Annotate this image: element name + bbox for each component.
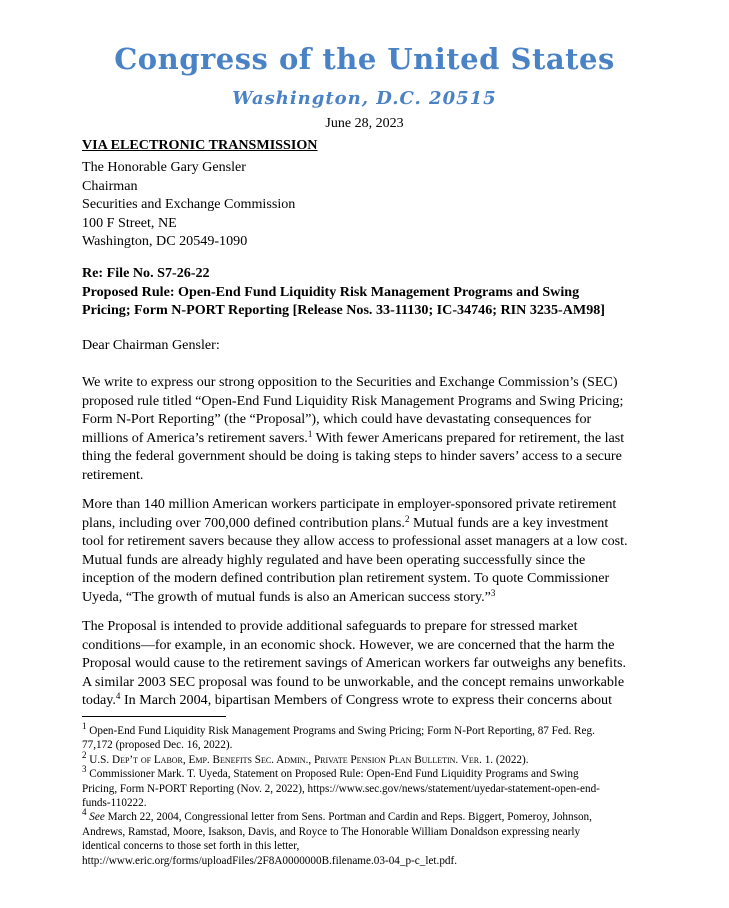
- footnote-text: March 22, 2004, Congressional letter from Sens. Portman and Cardin and Reps. Biggert, Pomeroy, Johnson,: [104, 811, 592, 824]
- footnote-1-cont: 77,172 (proposed Dec. 16, 2022).: [82, 739, 233, 752]
- body-paragraph-2: [82, 495, 674, 606]
- subject-rule-1: Proposed Rule: Open-End Fund Liquidity Risk Management Programs and Swing: [82, 283, 580, 300]
- footnote-ref: 2: [404, 513, 410, 524]
- recipient-address: [82, 158, 674, 251]
- text-segment: In March 2004, bipartisan Members of Congress wrote to express their concerns about: [120, 692, 613, 708]
- text-line: [82, 514, 674, 533]
- text-line: More than 140 million American workers participate in employer-sponsored private retirement: [82, 496, 617, 512]
- text-line: proposed rule titled “Open-End Fund Liquidity Risk Management Programs and Swing Pricing;: [82, 392, 624, 409]
- recipient-city: Washington, DC 20549-1090: [82, 233, 248, 249]
- footnote-3-cont: Pricing, Form N-PORT Reporting (Nov. 2, 2022), https://www.sec.gov/news/statement/uyedar-statement-open-end-: [82, 782, 600, 795]
- footnote-2: [82, 749, 682, 767]
- footnote-4: [82, 807, 682, 824]
- text-line: A similar 2003 SEC proposal was found to be unworkable, and the concept remains unworkable: [82, 673, 625, 690]
- text-line: [82, 588, 674, 607]
- text-line: inception of the modern defined contribution plan retirement system. To quote Commissioner: [82, 570, 610, 586]
- footnote-divider: [82, 716, 226, 717]
- recipient-name: The Honorable Gary Gensler: [82, 159, 246, 175]
- footnote-4-cont: Andrews, Ramstad, Moore, Isakson, Davis, and Royce to The Honorable William Donaldson expressing nearly: [82, 825, 581, 838]
- recipient-agency: Securities and Exchange Commission: [82, 196, 296, 212]
- text-segment: today.: [82, 692, 116, 708]
- footnote-number: 4: [82, 807, 87, 818]
- text-line: We write to express our strong opposition to the Securities and Exchange Commission’s (SEC): [82, 374, 618, 390]
- text-segment: plans, including over 700,000 defined contribution plans.: [82, 514, 405, 531]
- text-segment: With fewer Americans prepared for retirement, the last: [312, 429, 625, 446]
- transmission-note: VIA ELECTRONIC TRANSMISSION: [82, 137, 318, 153]
- text-line: thing the federal government should be doing is taking steps to hinder savers’ access to a secure: [82, 448, 622, 464]
- body-paragraph-1: [82, 373, 674, 484]
- text-line: retirement.: [82, 466, 144, 483]
- subject-rule-2: Pricing; Form N-PORT Reporting [Release Nos. 33-11130; IC-34746; RIN 3235-AM98]: [82, 302, 605, 318]
- footnote-4-cont: identical concerns to those set forth in this letter,: [82, 840, 300, 853]
- letter-date: June 28, 2023: [325, 116, 404, 131]
- salutation: Dear Chairman Gensler:: [82, 337, 220, 353]
- footnote-3: [82, 764, 682, 781]
- footnote-number: 1: [82, 721, 87, 731]
- text-line: Proposal would cause to the retirement savings of American workers far outweighs any benefits.: [82, 655, 627, 671]
- footnote-text: U.S. Dep’t of Labor, Emp. Benefits Sec. Admin., Private Pension Plan Bulletin. Ver. 1. (2022).: [86, 753, 529, 766]
- text-line: conditions—for example, in an economic shock. However, we are concerned that the harm the: [82, 636, 615, 653]
- text-line: The Proposal is intended to provide additional safeguards to prepare for stressed market: [82, 618, 578, 634]
- letterhead-title: Congress of the United States: [114, 42, 615, 76]
- text-segment: Uyeda, “The growth of mutual funds is also an American success story.”: [82, 588, 491, 605]
- subject-file: Re: File No. S7-26-22: [82, 265, 210, 281]
- footnote-1: [82, 721, 682, 738]
- text-line: Mutual funds are already highly regulated and have been operating successfully since the: [82, 551, 586, 568]
- body-paragraph-3: [82, 617, 674, 710]
- footnote-ref: 1: [307, 428, 313, 439]
- footnote-4-link[interactable]: http://www.eric.org/forms/uploadFiles/2F8A0000000B.filename.03-04_p-c_let.pdf.: [82, 854, 458, 867]
- recipient-title: Chairman: [82, 177, 138, 194]
- text-line: Form N-Port Reporting” (the “Proposal”), which could have devastating consequences for: [82, 411, 592, 427]
- footnote-number: 2: [82, 749, 87, 760]
- footnote-text: Commissioner Mark. T. Uyeda, Statement on Proposed Rule: Open-End Fund Liquidity Programs and Swing: [86, 768, 579, 781]
- text-segment: millions of America’s retirement savers.: [82, 429, 308, 446]
- footnote-ref: 3: [490, 587, 496, 598]
- text-line: [82, 429, 674, 448]
- letterhead-location: Washington, D.C. 20515: [232, 88, 497, 109]
- footnote-ref: 4: [115, 691, 121, 701]
- subject-block: [82, 264, 674, 320]
- footnote-signal: See: [89, 811, 105, 824]
- footnotes: [82, 721, 682, 868]
- footnote-3-url-end: funds-110222.: [82, 797, 147, 810]
- footnote-number: 3: [82, 764, 87, 775]
- text-line: [82, 691, 674, 710]
- footnote-text: Open-End Fund Liquidity Risk Management Programs and Swing Pricing; Form N-Port Reporting, 87 Fed. Reg.: [86, 725, 595, 737]
- recipient-street: 100 F Street, NE: [82, 214, 177, 231]
- text-line: tool for retirement savers because they allow access to professional asset managers at a low cost.: [82, 533, 628, 549]
- text-segment: Mutual funds are a key investment: [409, 514, 609, 531]
